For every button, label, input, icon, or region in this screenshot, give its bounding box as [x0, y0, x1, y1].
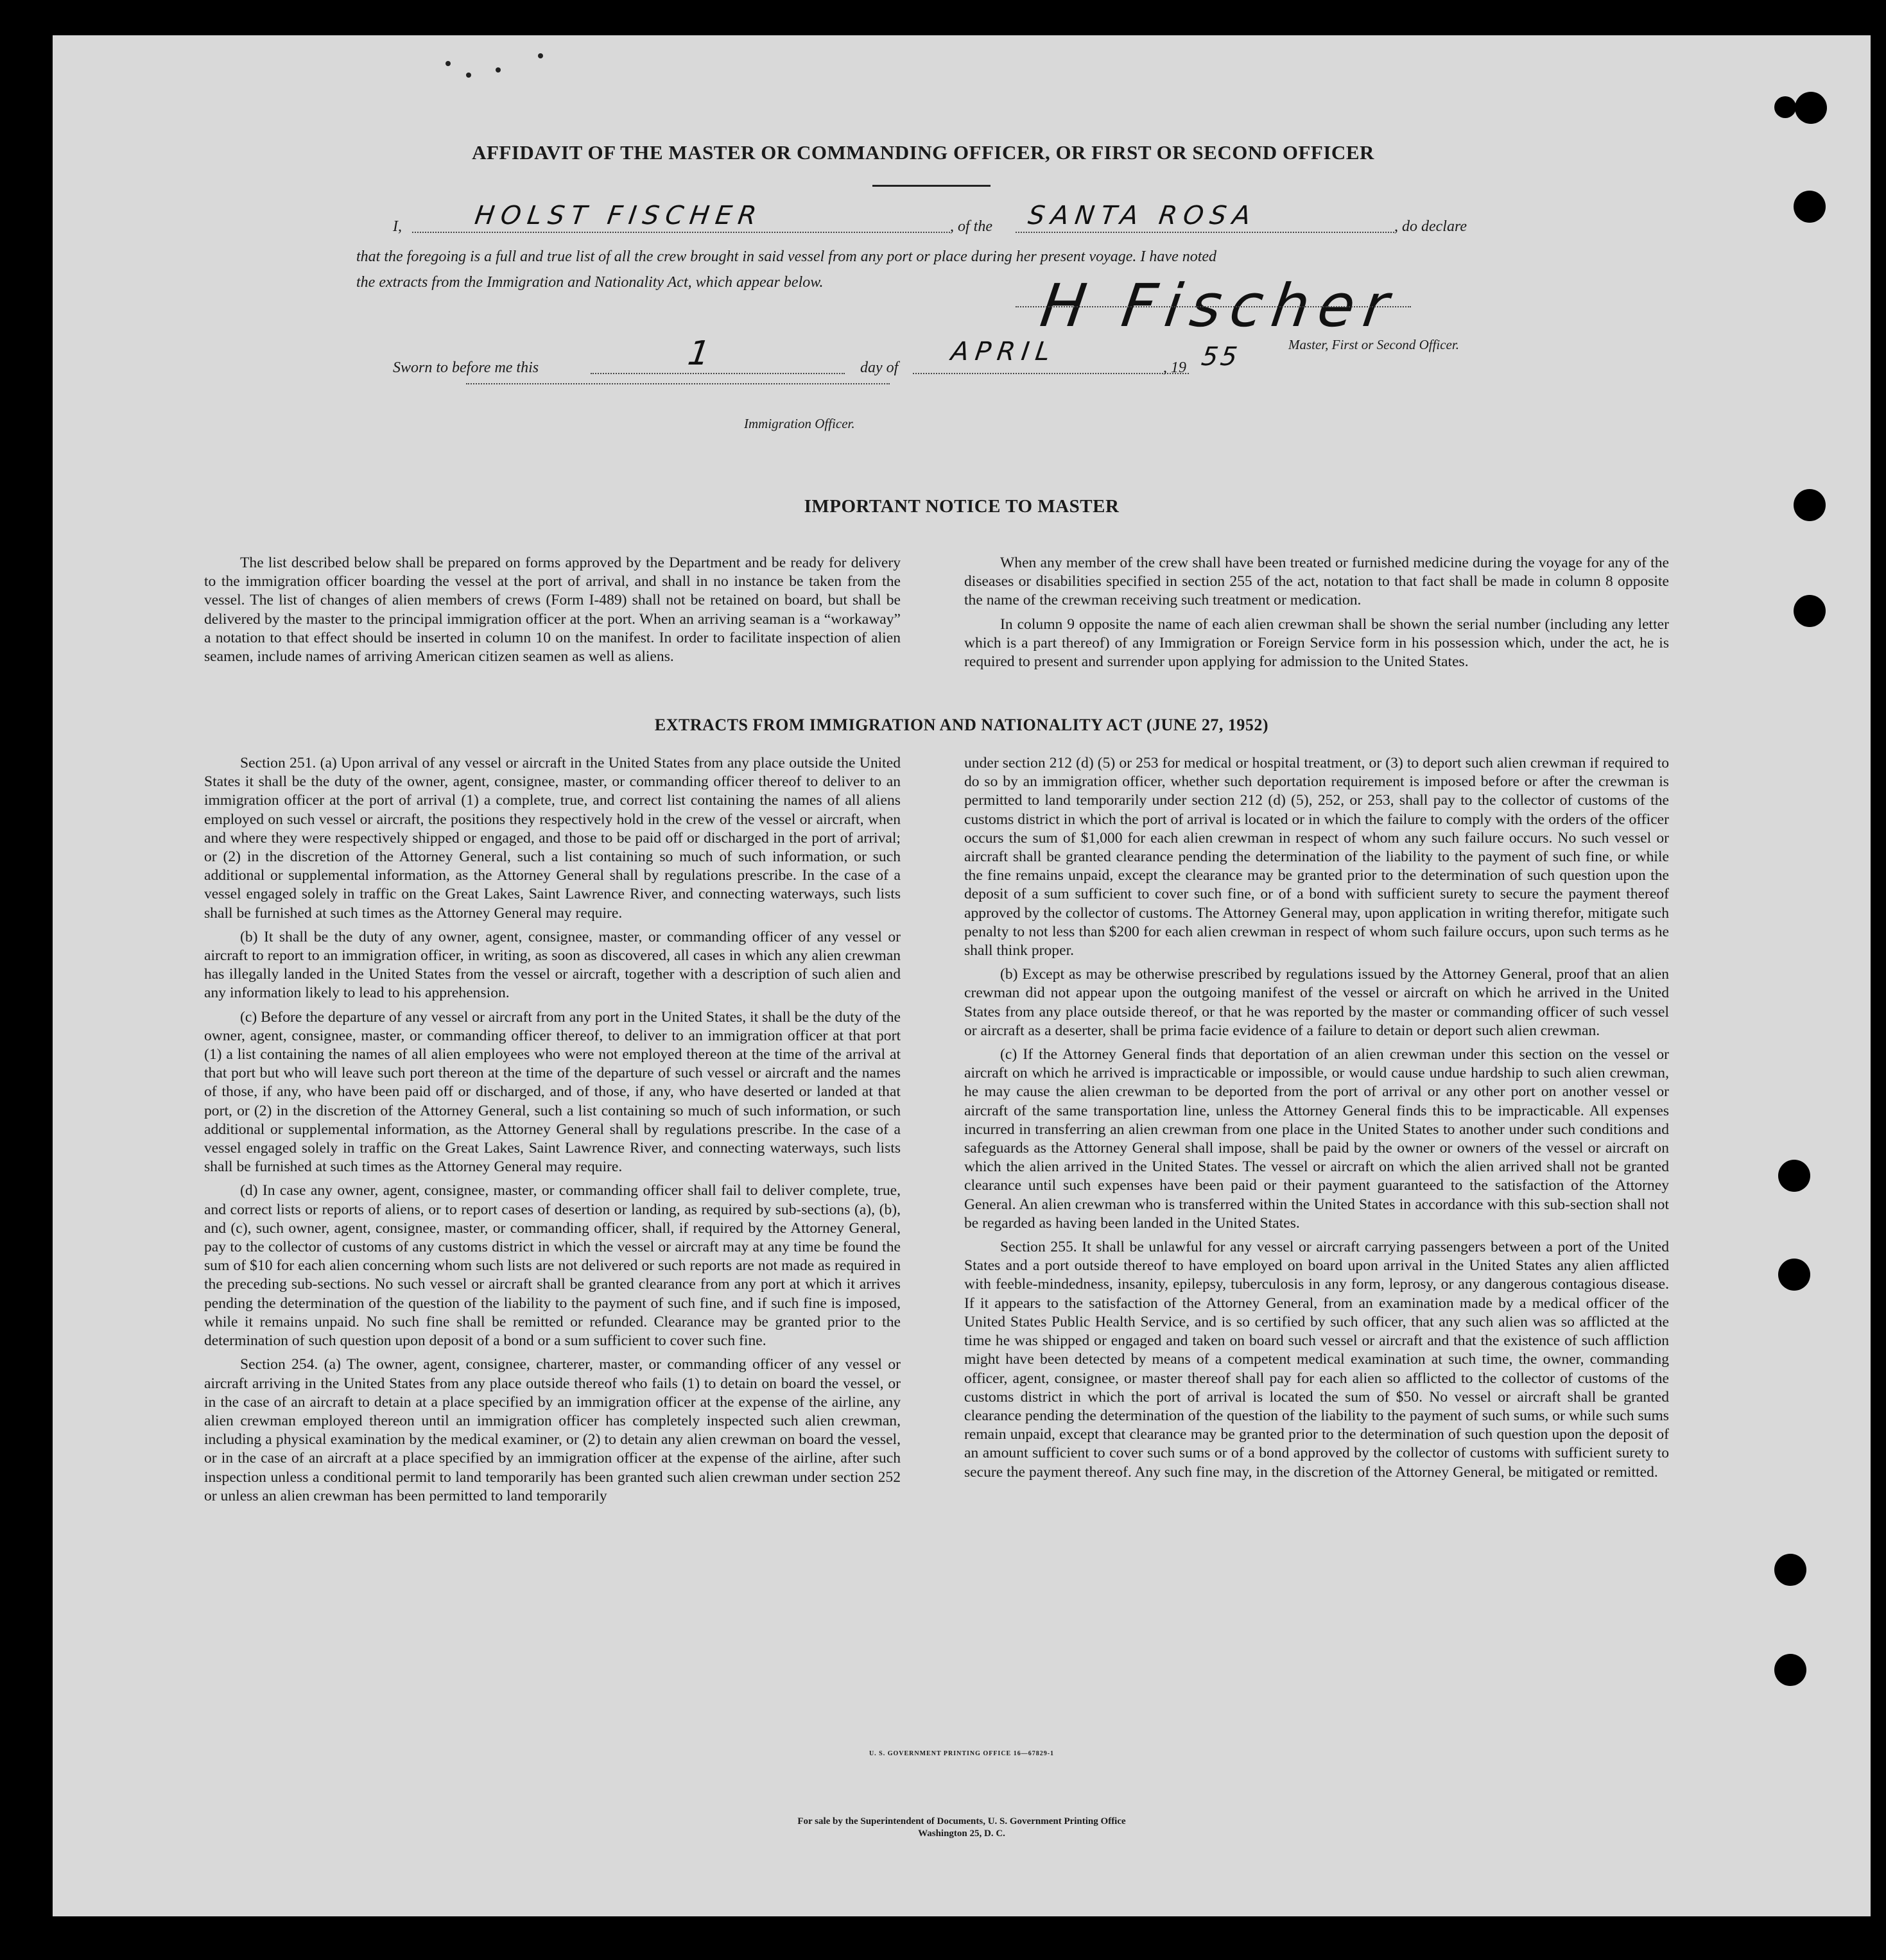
year-handwritten: 55: [1199, 342, 1242, 372]
document-page: [53, 35, 1871, 1916]
extract-paragraph: (c) If the Attorney General finds that deportation of an alien crewman under this section on the vessel or aircraft on which he arrived is impracticable or impossible, or would cause undue hardship to such alien crewman, he may cause the alien crewman to be deported from the port of arrival or any other port on another vessel or aircraft of the same transportation line, unless the Attorney General finds this to be impracticable. All expenses incurred in transferring an alien crewman from one place in the United States to another under such conditions and safeguards as the Attorney General shall impose, shall be paid by the owner or owners of the vessel or aircraft on which the alien arrived in the United States. The vessel or aircraft on which the alien arrived shall not be granted clearance until such expenses have been paid or their payment guaranteed to the satisfaction of the Attorney General. An alien crewman who is transferred within the United States in accordance with this sub-section shall not be regarded as having been landed in the United States.: [964, 1046, 1669, 1232]
i-label: I,: [393, 218, 402, 235]
declaration-line-2: the extracts from the Immigration and Nationality Act, which appear below.: [356, 274, 824, 291]
extract-paragraph: under section 212 (d) (5) or 253 for medical or hospital treatment, or (3) to deport such alien crewman if required to do so by an immigration officer, whether such deportation requirement is imposed before or after the crewman is permitted to land temporarily under section 212 (d) (5), 252, or 253, shall pay to the collector of customs of the customs district in which the port of arrival is located or in which the failure to comply with the orders of the officer occurs the sum of $1,000 for each alien crewman in respect of whom any such failure occurs. No such vessel or aircraft shall be granted clearance pending the determination of the liability to the payment of such fine, or while the fine remains unpaid, except the clearance may be granted prior to the determination of such question upon the deposit of a sum sufficient to cover such fine, or of a bond with sufficient surety to secure the payment thereof approved by the collector of customs. The Attorney General may, upon application in writing therefor, mitigate such penalty to not less than $200 for each alien crewman in respect of whom such failure occurs, upon such terms as he shall think proper.: [964, 755, 1669, 959]
for-sale-line-2: Washington 25, D. C.: [918, 1828, 1005, 1839]
master-label: Master, First or Second Officer.: [1288, 337, 1459, 352]
notice-right-paragraph-1: When any member of the crew shall have been treated or furnished medicine during the voyage for any of the diseases or disabilities specified in section 255 of the act, notation to that fact shall be made in column 8 opposite the name of the crewman receiving such treatment or medication.: [964, 554, 1669, 609]
immigration-officer-label: Immigration Officer.: [744, 416, 855, 431]
printing-office-line: U. S. GOVERNMENT PRINTING OFFICE 16—67829-1: [869, 1750, 1055, 1757]
notice-title: IMPORTANT NOTICE TO MASTER: [804, 496, 1120, 517]
notice-left-column: [204, 554, 901, 666]
extract-paragraph: (b) It shall be the duty of any owner, agent, consignee, master, or commanding officer of any vessel or aircraft to report to an immigration officer, in writing, as soon as discovered, all cases in which any alien crewman has illegally landed in the United States from the vessel or aircraft, together with a description of such alien and any information likely to lead to his apprehension.: [204, 928, 901, 1002]
extract-paragraph: (b) Except as may be otherwise prescribed by regulations issued by the Attorney General, proof that an alien crewman did not appear upon the outgoing manifest of the vessel or aircraft on which he arrived in the United States from any place outside thereof, or that he was reported by the master or commanding officer of such vessel or aircraft as a deserter, shall be prima facie evidence of a failure to detain or deport such alien crewman.: [964, 966, 1669, 1039]
of-the-label: , of the: [950, 218, 992, 235]
notice-left-paragraph: The list described below shall be prepared on forms approved by the Department and be ready for delivery to the immigration officer boarding the vessel at the port of arrival, and shall in no instance be taken from the vessel. The list of changes of alien members of crews (Form I-489) shall not be retained on board, but shall be delivered by the master to the principal immigration officer at the port. When an arriving seaman is a “workaway” a notation to that effect should be inserted in column 10 on the manifest. In order to facilitate inspection of alien seamen, include names of arriving American citizen seamen as well as aliens.: [204, 554, 901, 666]
extract-paragraph: (c) Before the departure of any vessel or aircraft from any port in the United States, it shall be the duty of the owner, agent, consignee, master, or commanding officer thereof, to deliver to an immigration officer at that port (1) a list containing the names of all alien employees who were not employed thereon at the time of the arrival at that port but who will leave such port thereon at the time of the departure of such vessel or aircraft and the names of those, if any, who have been paid off or discharged, and of those, if any, who have deserted or landed at that port, or (2) in the discretion of the Attorney General, such a list containing so much of such information, or such additional or supplemental information, as the Attorney General shall by regulations prescribe. In the case of a vessel engaged solely in traffic on the Great Lakes, Saint Lawrence River, and connecting waterways, such lists shall be furnished at such times as the Attorney General may require.: [204, 1008, 901, 1176]
speck: [538, 53, 543, 58]
punch-hole: [1778, 1259, 1810, 1291]
sworn-label: Sworn to before me this: [393, 359, 539, 376]
signature-line: [1016, 306, 1411, 307]
immigration-officer-line: [466, 383, 890, 384]
speck: [466, 73, 471, 78]
speck: [496, 67, 501, 73]
declaration-line-1: that the foregoing is a full and true list of all the crew brought in said vessel from any port or place during her present voyage. I have noted: [356, 248, 1217, 265]
punch-hole: [1774, 1654, 1806, 1686]
day-field: [591, 345, 845, 374]
for-sale-line-1: For sale by the Superintendent of Documents, U. S. Government Printing Office: [797, 1816, 1126, 1827]
affidavit-title: AFFIDAVIT OF THE MASTER OR COMMANDING OFFICER, OR FIRST OR SECOND OFFICER: [472, 141, 1374, 164]
extracts-title: EXTRACTS FROM IMMIGRATION AND NATIONALITY ACT (JUNE 27, 1952): [654, 716, 1269, 734]
day-handwritten: 1: [685, 334, 719, 373]
punch-hole: [1795, 92, 1827, 124]
punch-hole: [1778, 1160, 1810, 1192]
month-handwritten: APRIL: [949, 337, 1059, 366]
punch-hole: [1774, 96, 1796, 118]
extracts-right-column: [964, 754, 1669, 1482]
extract-paragraph: Section 255. It shall be unlawful for any vessel or aircraft carrying passengers between a port of the United States and a port outside thereof to have employed on board upon arrival in the United States any alien afflicted with feeble-mindedness, insanity, epilepsy, tuberculosis in any form, leprosy, or any dangerous contagious disease. If it appears to the satisfaction of the Attorney General, from an examination made by a medical officer of the United States Public Health Service, and is so certified by such officer, that any such alien was so afflicted at the time he was shipped or engaged and taken on board such vessel or aircraft and that the existence of such affliction might have been detected by means of a competent medical examination at such time, the owner, commanding officer, agent, consignee, or master thereof shall pay for each alien so afflicted to the collector of customs of the customs district in which the port of arrival is located the sum of $50. No vessel or aircraft shall be granted clearance pending the determination of the question of the liability to the payment of such sums, or while such sums remain unpaid, except that clearance may be granted prior to the determination of such question upon the deposit of an amount sufficient to cover such sums or of a bond approved by the collector of customs with sufficient surety to secure the payment thereof. Any such fine may, in the discretion of the Attorney General, be mitigated or remitted.: [964, 1239, 1669, 1481]
title-rule: [872, 185, 991, 187]
vessel-handwritten: SANTA ROSA: [1026, 201, 1259, 230]
extracts-left-column: [204, 754, 901, 1506]
notice-right-paragraph-2: In column 9 opposite the name of each alien crewman shall be shown the serial number (including any letter which is a part thereof) of any Immigration or Foreign Service form in his possession which, under the act, he is required to present and surrender upon applying for admission to the United States.: [964, 615, 1669, 671]
punch-hole: [1794, 191, 1826, 223]
year-prefix: , 19: [1163, 359, 1186, 376]
name-handwritten: HOLST FISCHER: [472, 201, 765, 230]
extract-paragraph: Section 251. (a) Upon arrival of any vessel or aircraft in the United States from any place outside the United States it shall be the duty of the owner, agent, consignee, master, or commanding officer thereof to deliver to an immigration officer at the port of arrival (1) a complete, true, and correct list containing the names of all aliens employed on such vessel or aircraft, the positions they respectively hold in the crew of the vessel or aircraft, when and where they were respectively shipped or engaged, and those to be paid off or discharged in the port of arrival; or (2) in the discretion of the Attorney General, such a list containing so much of such information, or such additional or supplemental information, as the Attorney General shall by regulations prescribe. In the case of a vessel engaged solely in traffic on the Great Lakes, Saint Lawrence River, and connecting waterways, such lists shall be furnished at such times as the Attorney General may require.: [204, 755, 901, 922]
notice-right-column: [964, 554, 1669, 671]
speck: [446, 61, 451, 66]
do-declare-label: , do declare: [1394, 218, 1467, 235]
punch-hole: [1794, 595, 1826, 627]
punch-hole: [1774, 1554, 1806, 1586]
signature: H Fischer: [1036, 271, 1402, 340]
extract-paragraph: (d) In case any owner, agent, consignee, master, or commanding officer shall fail to deliver complete, true, and correct lists or reports of aliens, or to report cases of desertion or landing, as required by sub-sections (a), (b), and (c), such owner, agent, consignee, master, or commanding officer, shall, if required by the Attorney General, pay to the collector of customs of any customs district in which the vessel or aircraft may at any time be found the sum of $10 for each alien concerning whom such lists are not delivered or such reports are not made as required in the preceding sub-sections. No such vessel or aircraft shall be granted clearance from any port at which it arrives pending the determination of the question of the liability to the payment of such fine, and if such fine is imposed, while it remains unpaid. No such fine shall be remitted or refunded. Clearance may be granted prior to the determination of such question upon deposit of a bond or a sum sufficient to cover such fine.: [204, 1182, 901, 1350]
day-of-label: day of: [860, 359, 899, 376]
extract-paragraph: Section 254. (a) The owner, agent, consignee, charterer, master, or commanding officer of any vessel or aircraft arriving in the United States from any place outside thereof who fails (1) to detain on board the vessel, or in the case of an aircraft to detain at a place specified by an immigration officer at the expense of the airline, any alien crewman employed thereon until an immigration officer has completely inspected such alien crewman, including a physical examination by the medical examiner, or (2) to detain any alien crewman on board the vessel, or in the case of an aircraft at a place specified by an immigration officer at the expense of the airline, after such inspection unless a conditional permit to land temporarily has been granted such alien crewman under section 252 or unless an alien crewman has been permitted to land temporarily: [204, 1356, 901, 1504]
